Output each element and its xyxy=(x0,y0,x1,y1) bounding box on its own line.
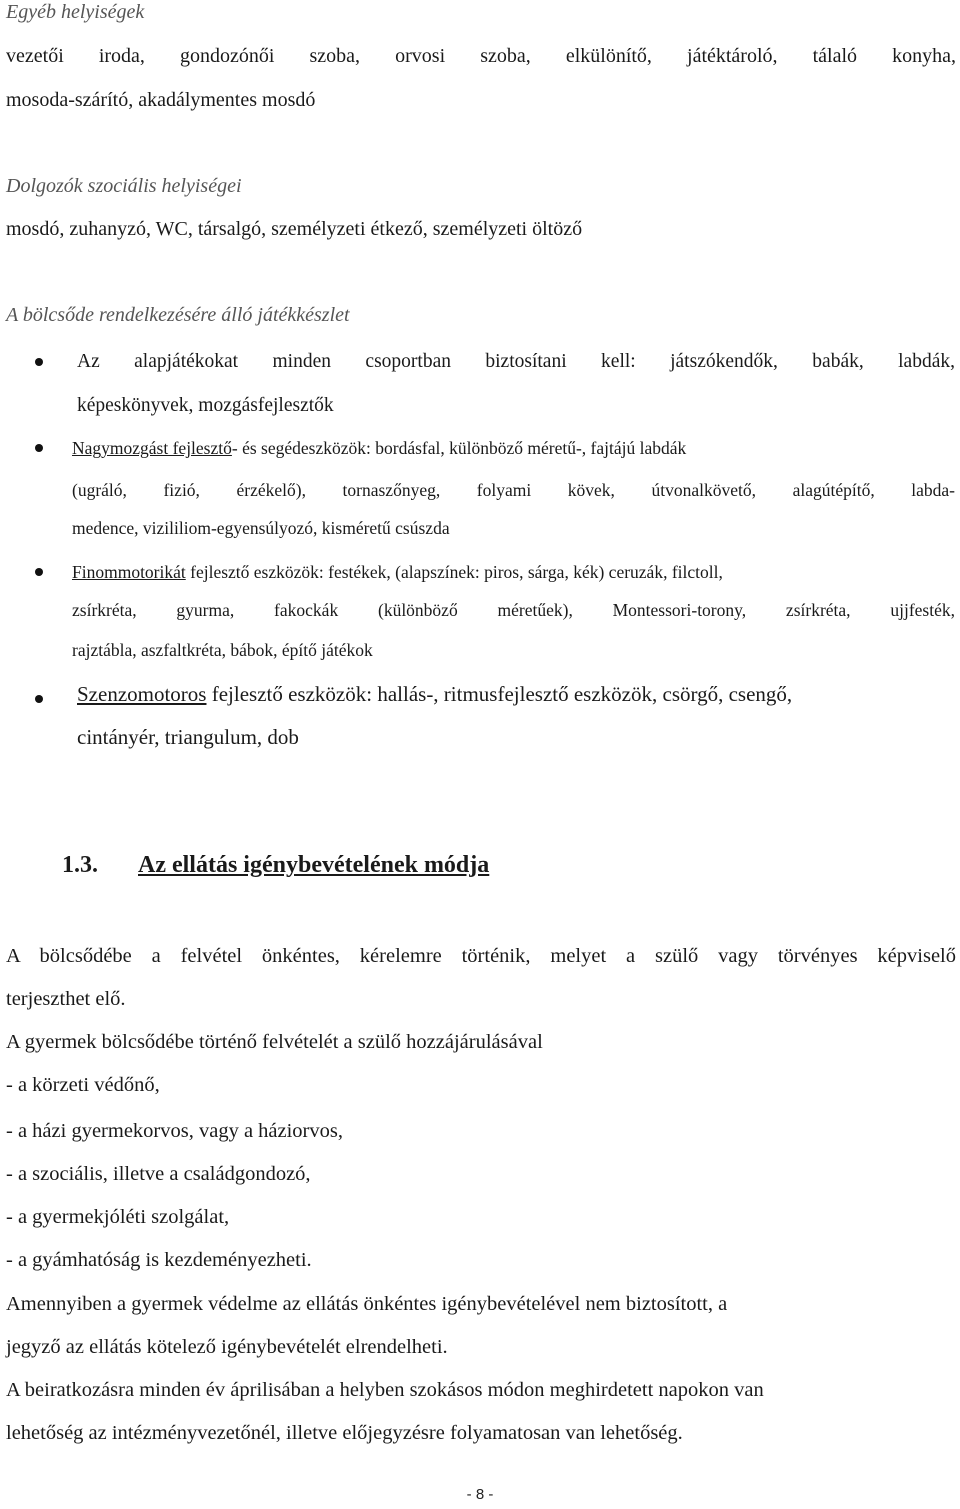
heading-number: 1.3. xyxy=(62,852,98,878)
bullet-icon xyxy=(35,444,43,452)
body-line: - a szociális, illetve a családgondozó, xyxy=(6,1163,311,1185)
heading-title: Az ellátás igénybevételének módja xyxy=(138,852,490,878)
bullet-icon xyxy=(35,568,43,576)
toys-bullet-2-line-2: (ugráló, fizió, érzékelő), tornaszőnyeg, folyami kövek, útvonalkövető, alagútépítő, labda- xyxy=(72,480,955,500)
other-rooms-line-1: vezetői iroda, gondozónői szoba, orvosi szoba, elkülönítő, játéktároló, tálaló konyha, xyxy=(6,45,956,67)
section-title-other-rooms: Egyéb helyiségek xyxy=(6,1,145,23)
toys-bullet-1-line-1: Az alapjátékokat minden csoportban biztosítani kell: játszókendők, babák, labdák, xyxy=(77,351,955,372)
body-line: terjeszthet elő. xyxy=(6,988,126,1010)
other-rooms-line-2: mosoda-szárító, akadálymentes mosdó xyxy=(6,89,316,111)
bullet-icon xyxy=(35,695,43,703)
toys-bullet-3-line-2: zsírkréta, gyurma, fakockák (különböző méretűek), Montessori-torony, zsírkréta, ujjfesték, xyxy=(72,600,955,620)
body-line: A gyermek bölcsődébe történő felvételét a szülő hozzájárulásával xyxy=(6,1031,543,1053)
section-title-staff-rooms: Dolgozók szociális helyiségei xyxy=(6,175,242,197)
body-line: - a gyámhatóság is kezdeményezheti. xyxy=(6,1249,312,1271)
toys-bullet-4-line-2: cintányér, triangulum, dob xyxy=(77,725,299,749)
toys-bullet-3-line-1: Finommotorikát fejlesztő eszközök: festékek, (alapszínek: piros, sárga, kék) ceruzák, filctoll, xyxy=(72,562,723,582)
body-line: - a házi gyermekorvos, vagy a háziorvos, xyxy=(6,1120,343,1142)
body-line: jegyző az ellátás kötelező igénybevételét elrendelheti. xyxy=(6,1336,448,1358)
toys-bullet-2-line-3: medence, vizililiom-egyensúlyozó, kisméretű csúszda xyxy=(72,518,450,538)
staff-rooms-line: mosdó, zuhanyzó, WC, társalgó, személyzeti étkező, személyzeti öltöző xyxy=(6,218,583,240)
fine-motor-term: Finommotorikát xyxy=(72,562,186,582)
body-line: A bölcsődébe a felvétel önkéntes, kérelemre történik, melyet a szülő vagy törvényes képviselő xyxy=(6,945,956,967)
page-number: - 8 - xyxy=(466,1486,494,1503)
section-title-toys: A bölcsőde rendelkezésére álló játékkészlet xyxy=(6,304,350,326)
body-line: Amennyiben a gyermek védelme az ellátás önkéntes igénybevételével nem biztosított, a xyxy=(6,1293,728,1315)
body-line: - a gyermekjóléti szolgálat, xyxy=(6,1206,230,1228)
toys-bullet-2-line-1: Nagymozgást fejlesztő- és segédeszközök: bordásfal, különböző méretű-, fajtájú labdák xyxy=(72,438,687,458)
body-line: - a körzeti védőnő, xyxy=(6,1074,160,1096)
bullet-icon xyxy=(35,358,43,366)
gross-motor-term: Nagymozgást fejlesztő xyxy=(72,438,232,458)
body-line: lehetőség az intézményvezetőnél, illetve előjegyzésre folyamatosan van lehetőség. xyxy=(6,1422,683,1444)
toys-bullet-3-line-3: rajztábla, aszfaltkréta, bábok, építő játékok xyxy=(72,640,373,660)
body-line: A beiratkozásra minden év áprilisában a helyben szokásos módon meghirdetett napokon van xyxy=(6,1379,764,1401)
toys-bullet-1-line-2: képeskönyvek, mozgásfejlesztők xyxy=(77,395,334,416)
toys-bullet-4-line-1: Szenzomotoros fejlesztő eszközök: hallás-, ritmusfejlesztő eszközök, csörgő, csengő, xyxy=(77,682,793,706)
sensorimotor-term: Szenzomotoros xyxy=(77,682,207,706)
section-heading xyxy=(62,850,489,880)
